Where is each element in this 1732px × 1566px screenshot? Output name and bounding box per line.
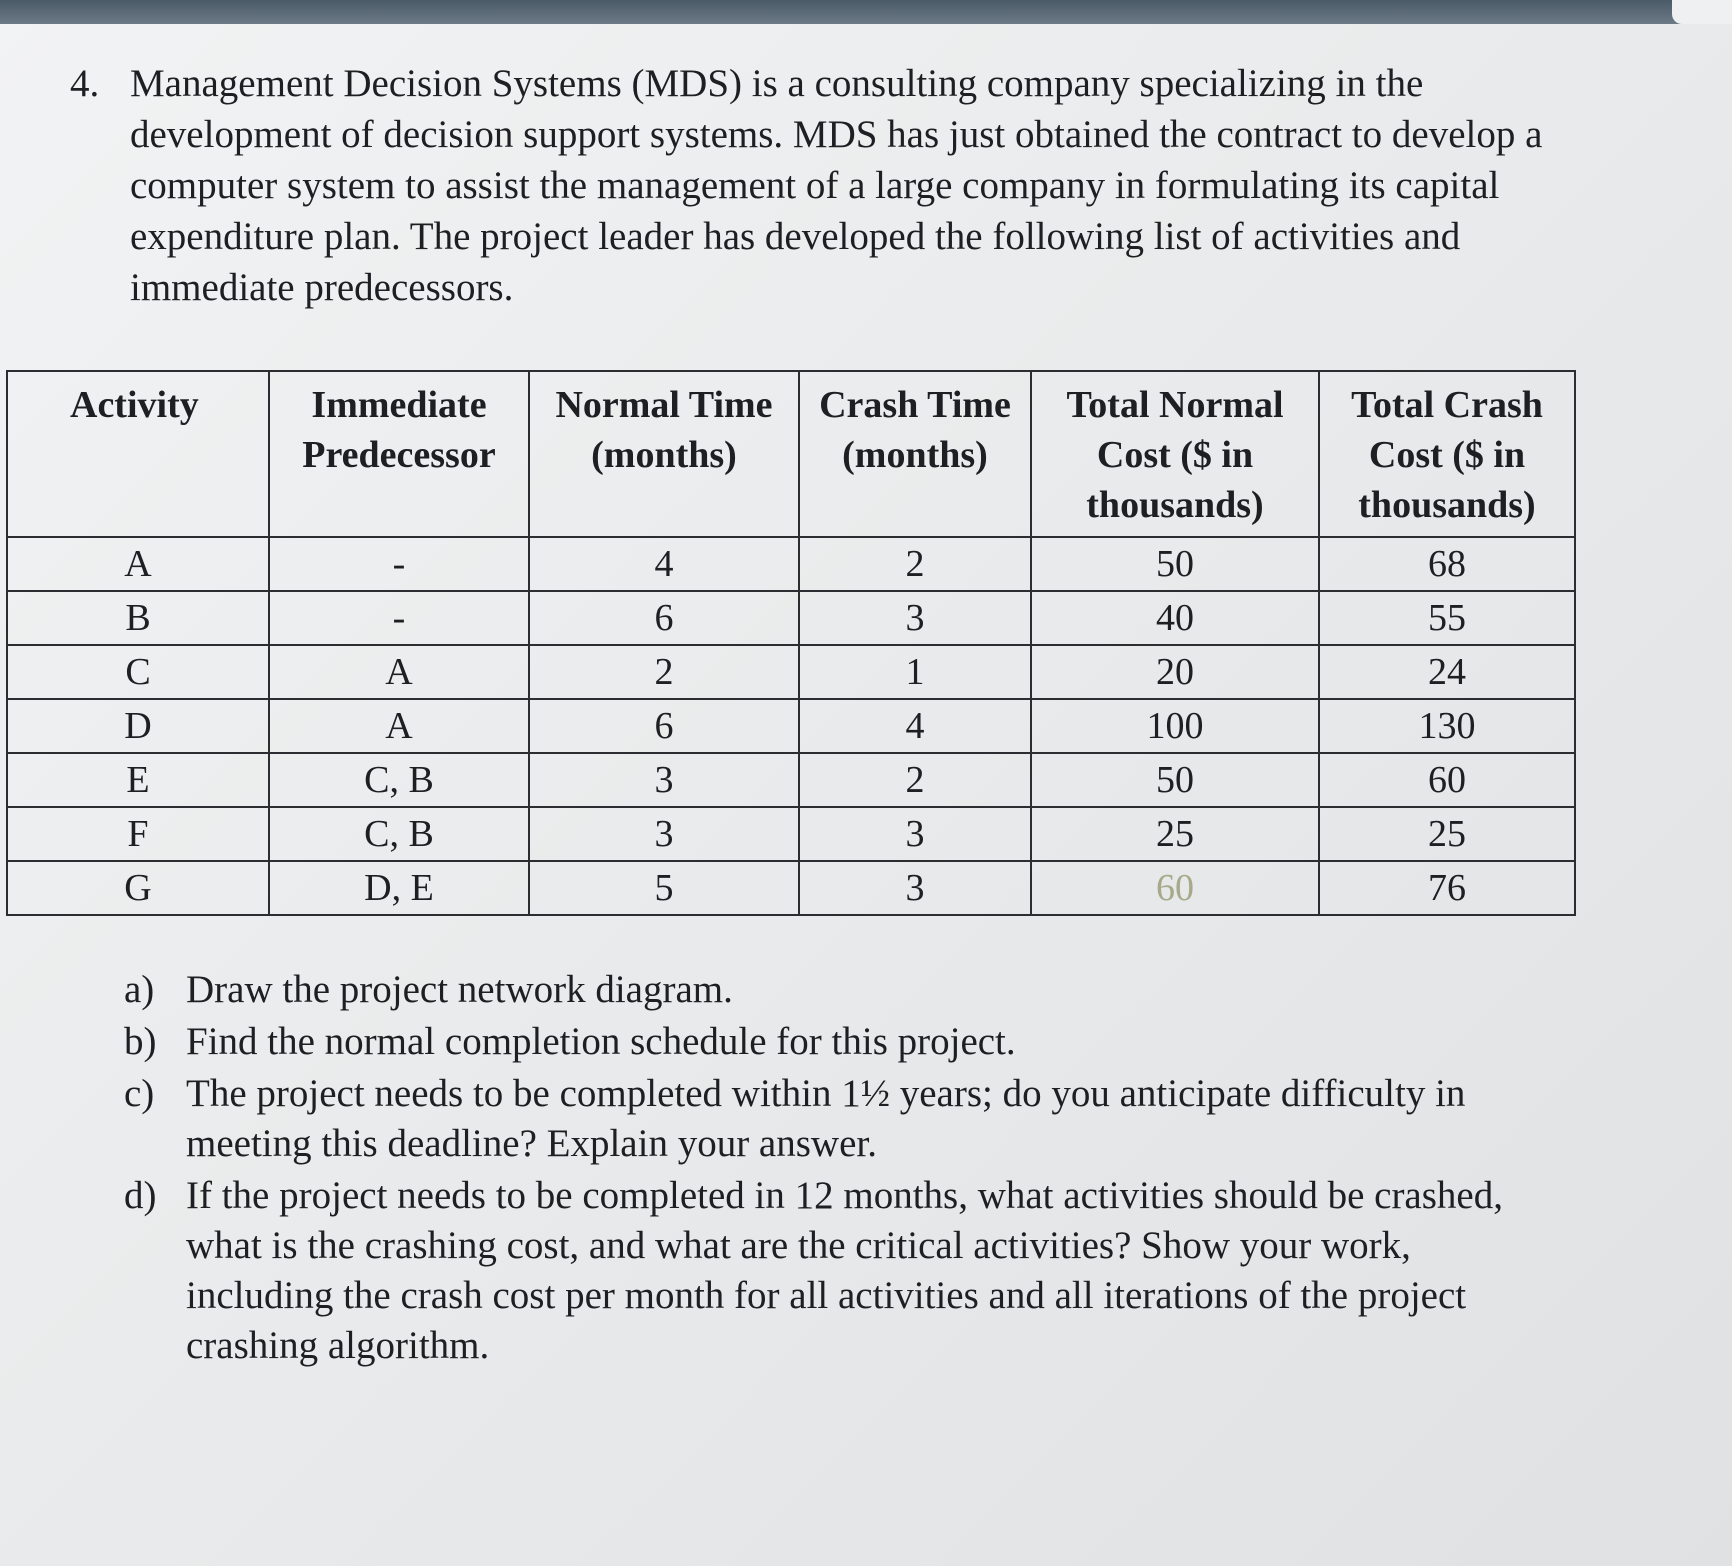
cell-activity: A (7, 537, 269, 591)
cell-activity: E (7, 753, 269, 807)
cell-activity: F (7, 807, 269, 861)
cell-normal-cost: 25 (1031, 807, 1319, 861)
cell-activity: D (7, 699, 269, 753)
cell-crash-time: 3 (799, 861, 1031, 915)
table-row (7, 699, 1575, 753)
cell-normal-cost: 60 (1031, 861, 1319, 915)
cell-predecessor: A (269, 645, 529, 699)
top-corner-tab (1672, 0, 1732, 24)
cell-crash-time: 3 (799, 591, 1031, 645)
part-text: If the project needs to be completed in 12 months, what activities should be crashed, what is the crashing cost, and what are the critical activities? Show your work, including the crash cost per month for all activities and all iterations of the project crashing algorithm. (186, 1174, 1503, 1367)
cell-predecessor: - (269, 591, 529, 645)
part-letter: a) (124, 968, 155, 1011)
cell-crash-time: 2 (799, 753, 1031, 807)
cell-crash-cost: 24 (1319, 645, 1575, 699)
cell-crash-cost: 130 (1319, 699, 1575, 753)
part-letter: d) (124, 1174, 157, 1217)
part-a (124, 965, 1564, 1015)
activities-table (6, 370, 1576, 916)
cell-predecessor: D, E (269, 861, 529, 915)
cell-normal-cost: 50 (1031, 753, 1319, 807)
cell-crash-time: 2 (799, 537, 1031, 591)
cell-normal-time: 2 (529, 645, 799, 699)
header-activity: Activity (7, 371, 269, 537)
cell-crash-time: 1 (799, 645, 1031, 699)
question-text: Management Decision Systems (MDS) is a consulting company specializing in the development of decision support systems. MDS has just obtained the contract to develop a computer system to assist the management of a large company in formulating its capital expenditure plan. The project leader has developed the following list of activities and immediate predecessors. (130, 62, 1543, 309)
cell-crash-cost: 25 (1319, 807, 1575, 861)
cell-normal-time: 4 (529, 537, 799, 591)
cell-crash-cost: 76 (1319, 861, 1575, 915)
activities-table-wrap (6, 370, 1576, 916)
cell-normal-time: 3 (529, 807, 799, 861)
cell-activity: G (7, 861, 269, 915)
header-normal-time: Normal Time (months) (529, 371, 799, 537)
part-d (124, 1171, 1564, 1371)
cell-normal-time: 6 (529, 591, 799, 645)
table-row (7, 861, 1575, 915)
top-strip (0, 0, 1732, 24)
table-row (7, 807, 1575, 861)
cell-activity: C (7, 645, 269, 699)
cell-crash-cost: 55 (1319, 591, 1575, 645)
cell-predecessor: - (269, 537, 529, 591)
part-letter: b) (124, 1020, 157, 1063)
cell-predecessor: C, B (269, 807, 529, 861)
header-crash-cost: Total Crash Cost ($ in thousands) (1319, 371, 1575, 537)
table-row (7, 645, 1575, 699)
cell-normal-cost: 40 (1031, 591, 1319, 645)
table-row (7, 537, 1575, 591)
header-crash-time: Crash Time (months) (799, 371, 1031, 537)
cell-normal-time: 6 (529, 699, 799, 753)
part-letter: c) (124, 1072, 155, 1115)
cell-predecessor: C, B (269, 753, 529, 807)
cell-crash-time: 4 (799, 699, 1031, 753)
table-row (7, 591, 1575, 645)
part-text: Draw the project network diagram. (186, 968, 733, 1011)
part-text: The project needs to be completed within 1½ years; do you anticipate difficulty in meeting this deadline? Explain your answer. (186, 1072, 1466, 1165)
cell-crash-cost: 68 (1319, 537, 1575, 591)
cell-normal-time: 3 (529, 753, 799, 807)
cell-crash-cost: 60 (1319, 753, 1575, 807)
table-row (7, 753, 1575, 807)
header-normal-cost: Total Normal Cost ($ in thousands) (1031, 371, 1319, 537)
question-number: 4. (70, 62, 100, 105)
question-parts (124, 965, 1564, 1373)
header-predecessor: Immediate Predecessor (269, 371, 529, 537)
cell-normal-cost: 50 (1031, 537, 1319, 591)
cell-normal-cost: 100 (1031, 699, 1319, 753)
cell-predecessor: A (269, 699, 529, 753)
part-text: Find the normal completion schedule for this project. (186, 1020, 1016, 1063)
table-header-row (7, 371, 1575, 537)
cell-activity: B (7, 591, 269, 645)
cell-normal-cost: 20 (1031, 645, 1319, 699)
cell-normal-time: 5 (529, 861, 799, 915)
part-c (124, 1069, 1564, 1169)
cell-crash-time: 3 (799, 807, 1031, 861)
part-b (124, 1017, 1564, 1067)
